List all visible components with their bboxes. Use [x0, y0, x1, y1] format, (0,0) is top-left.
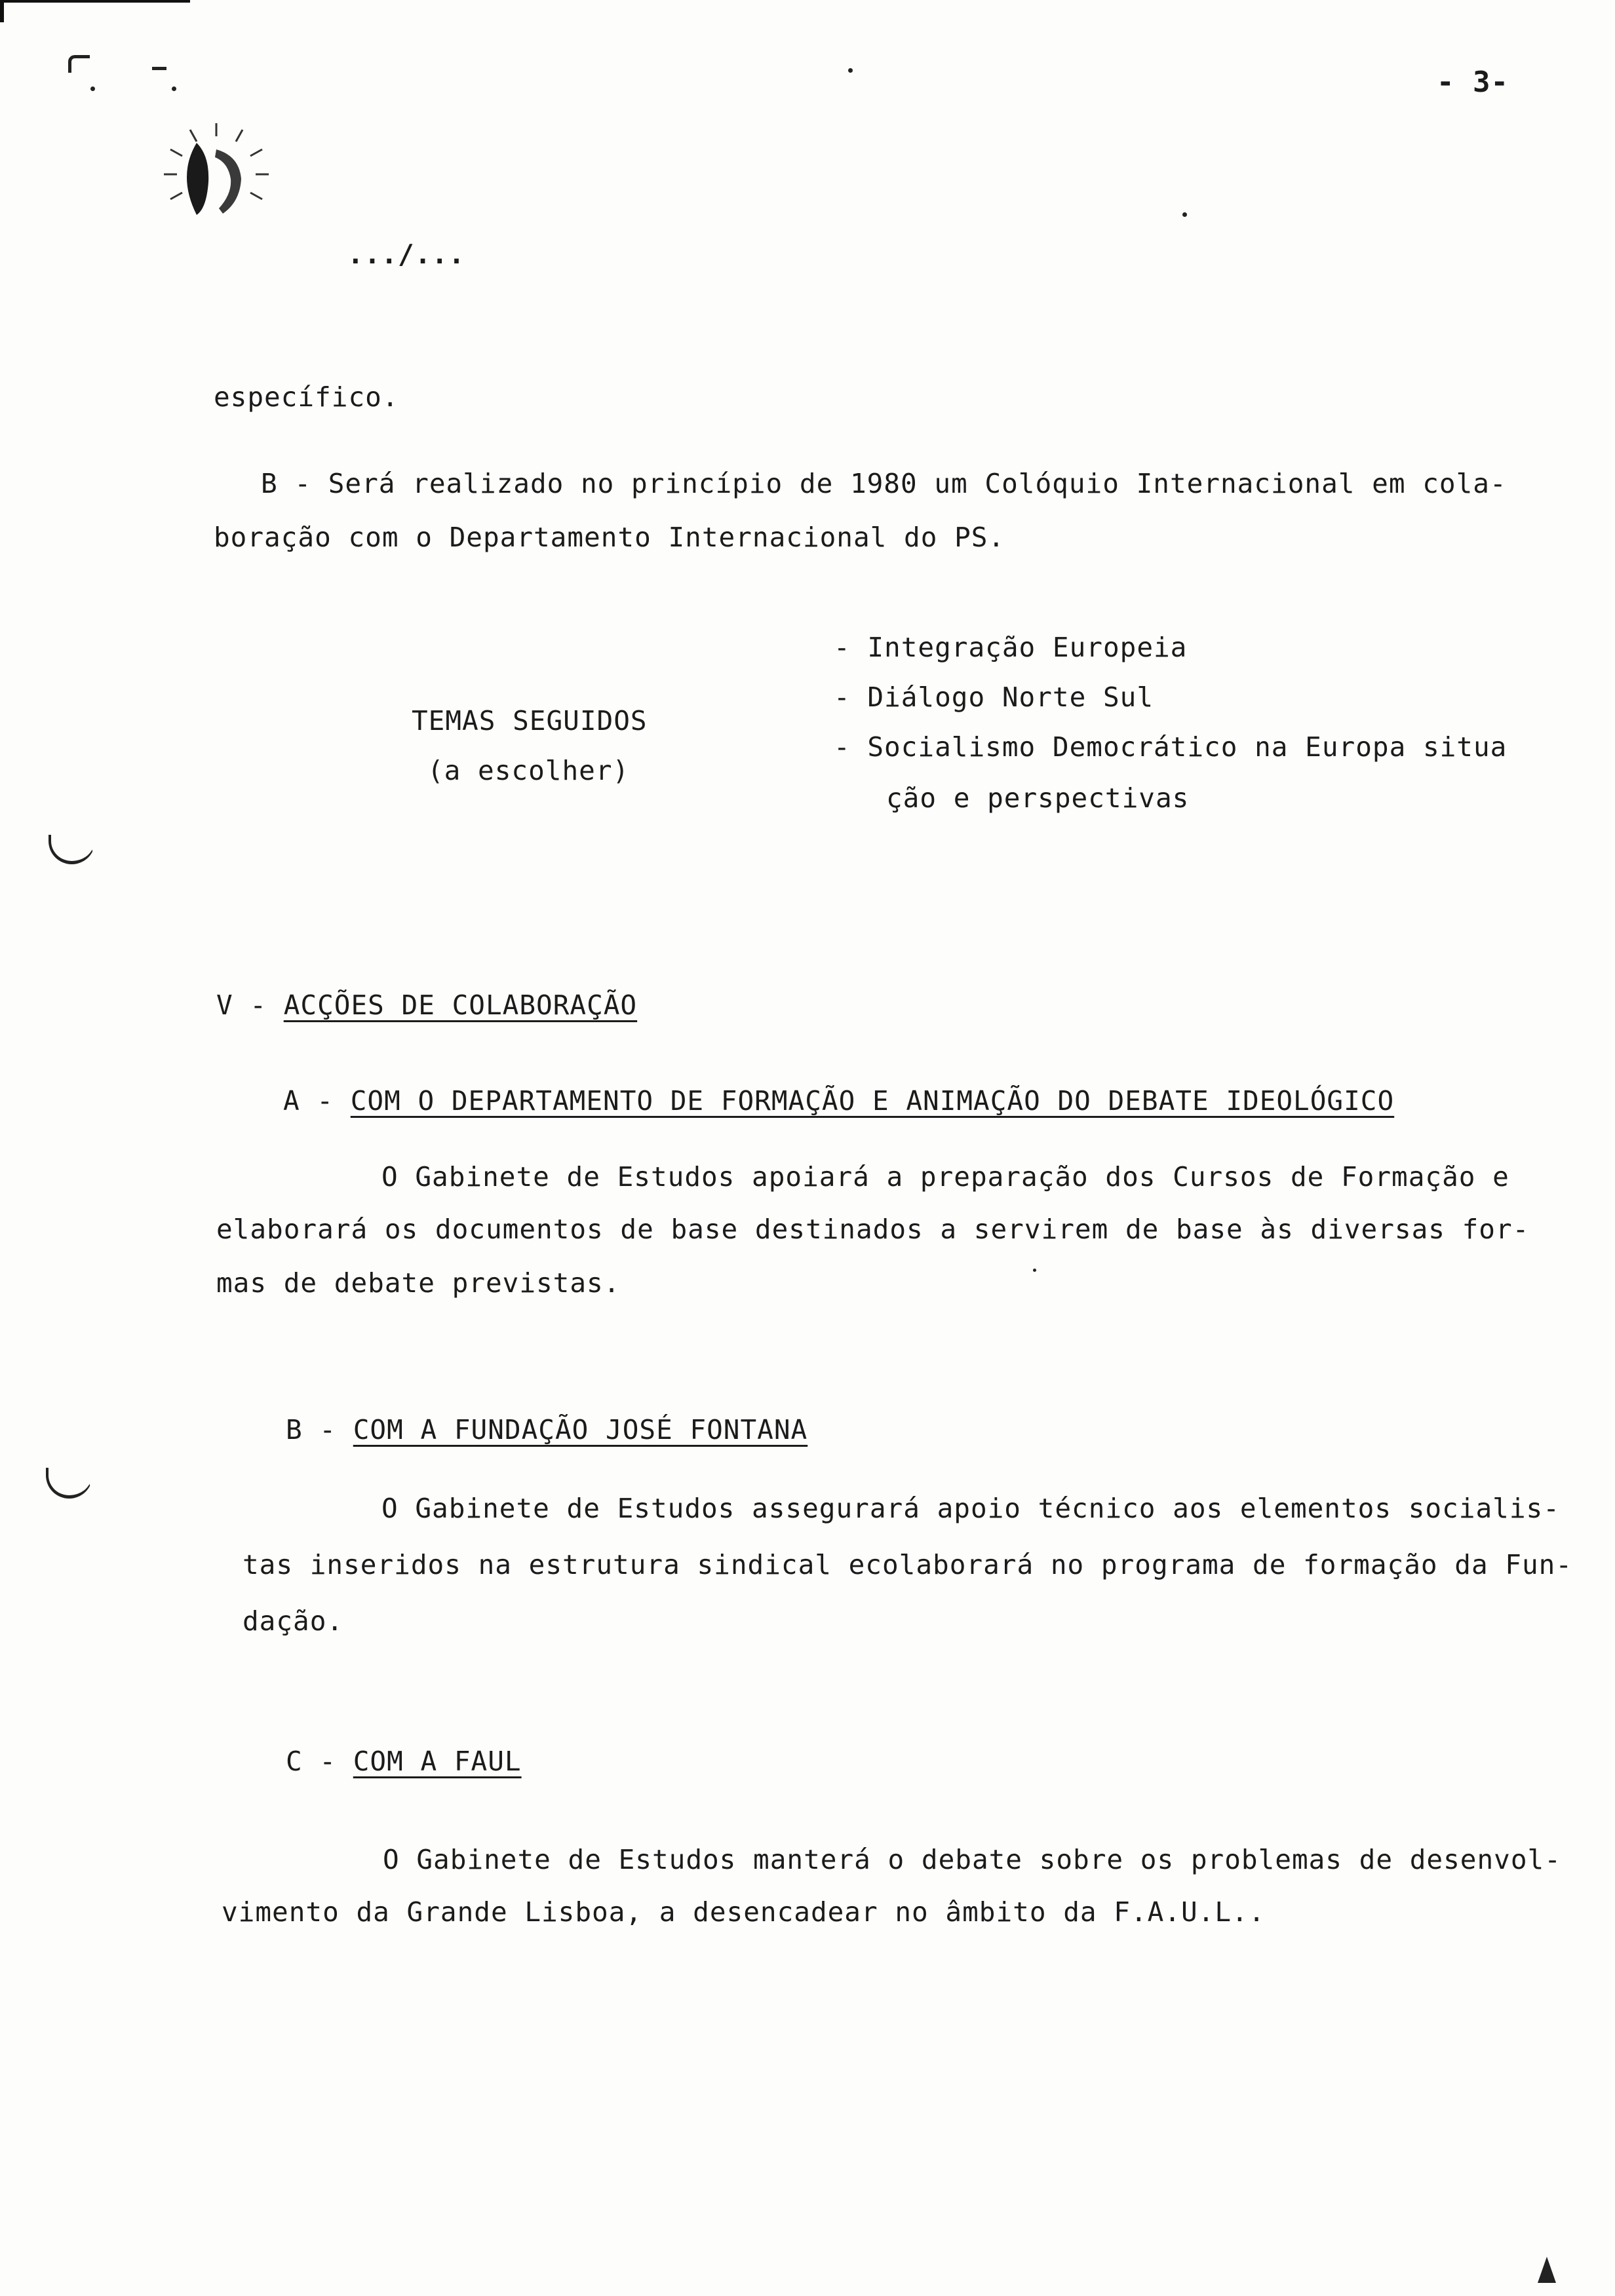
section-title: ACÇÕES DE COLABORAÇÃO [283, 989, 638, 1021]
paragraph-line: O Gabinete de Estudos manterá o debate sobre os problemas de desenvol- [383, 1844, 1561, 1875]
tema-item-continuation: ção e perspectivas [886, 782, 1190, 814]
section-number: V - [216, 989, 284, 1021]
paragraph-line: boração com o Departamento Internacional do PS. [214, 522, 1005, 553]
tema-item: - Diálogo Norte Sul [834, 681, 1154, 713]
paragraph-line: O Gabinete de Estudos assegurará apoio técnico aos elementos socialis- [381, 1493, 1560, 1524]
subsection-title: COM O DEPARTAMENTO DE FORMAÇÃO E ANIMAÇÃO DO DEBATE IDEOLÓGICO [350, 1085, 1395, 1117]
scan-mark [152, 67, 166, 82]
tema-item: - Socialismo Democrático na Europa situa [834, 731, 1508, 763]
subsection-letter: B - [286, 1414, 353, 1445]
paragraph-fragment: específico. [214, 381, 399, 413]
scan-speck [172, 86, 176, 91]
paragraph-line: tas inseridos na estrutura sindical ecolaborará no programa de formação da Fun- [243, 1549, 1573, 1580]
paragraph-line: vimento da Grande Lisboa, a desencadear no âmbito da F.A.U.L.. [222, 1896, 1266, 1928]
paragraph-line: dação. [243, 1605, 344, 1637]
scan-speck [848, 68, 853, 73]
party-emblem-logo [151, 117, 282, 228]
subsection-title: COM A FAUL [353, 1746, 522, 1777]
subsection-letter: C - [286, 1746, 353, 1777]
page-number: - 3- [1437, 66, 1509, 99]
scan-mark [49, 835, 95, 864]
paragraph-line: elaborará os documentos de base destinados a servirem de base às diversas for- [216, 1214, 1530, 1245]
temas-label: TEMAS SEGUIDOS [412, 705, 648, 737]
subsection-c-heading [286, 1748, 522, 1775]
scan-mark [68, 55, 90, 73]
subsection-letter: A - [283, 1085, 351, 1117]
subsection-a-heading [283, 1085, 1395, 1117]
scan-speck [1033, 1269, 1036, 1272]
scan-mark [46, 1468, 92, 1499]
continuation-marker: .../... [347, 239, 465, 270]
scan-mark [1534, 2254, 1560, 2286]
section-v-heading [216, 989, 638, 1021]
temas-label-note: (a escolher) [427, 755, 630, 786]
paragraph-line: O Gabinete de Estudos apoiará a preparação dos Cursos de Formação e [381, 1161, 1509, 1193]
paragraph-line: B - Será realizado no princípio de 1980 um Colóquio Internacional em cola- [261, 468, 1507, 499]
tema-item: - Integração Europeia [834, 632, 1188, 663]
page-corner-mark [0, 0, 190, 12]
paragraph-line: mas de debate previstas. [216, 1267, 621, 1299]
scan-speck [1182, 212, 1187, 217]
subsection-title: COM A FUNDAÇÃO JOSÉ FONTANA [353, 1414, 808, 1445]
subsection-b-heading [286, 1414, 808, 1445]
scan-speck [90, 86, 95, 91]
